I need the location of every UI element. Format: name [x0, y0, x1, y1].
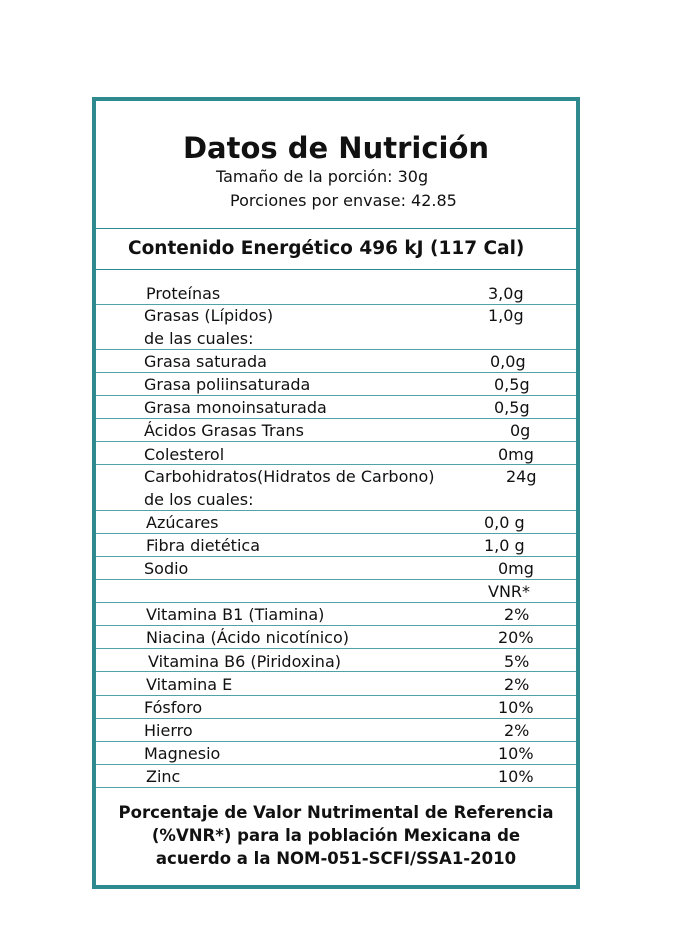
vitamin-value: 5% — [504, 652, 530, 671]
row-divider — [96, 625, 576, 626]
row-divider — [96, 418, 576, 419]
energy-content: Contenido Energético 496 kJ (117 Cal) — [128, 238, 525, 259]
nutrient-value: 1,0g — [488, 306, 524, 325]
vitamin-name: Magnesio — [144, 744, 221, 763]
vitamin-name: Fósforo — [144, 698, 203, 717]
vitamin-name: Zinc — [146, 767, 181, 786]
nutrition-label — [92, 97, 580, 889]
nutrient-subheading: de los cuales: — [144, 490, 254, 509]
label-title: Datos de Nutrición — [182, 131, 490, 165]
row-divider — [96, 787, 576, 788]
row-divider — [96, 556, 576, 557]
row-divider — [96, 395, 576, 396]
vnr-header: VNR* — [488, 582, 531, 601]
row-divider — [96, 510, 576, 511]
row-divider — [96, 349, 576, 350]
nutrient-value: 0g — [510, 421, 531, 440]
footnote-line: acuerdo a la NOM-051-SCFI/SSA1-2010 — [155, 849, 517, 868]
row-divider — [96, 648, 576, 649]
nutrient-value: 0mg — [498, 559, 534, 578]
servings-per-container: Porciones por envase: 42.85 — [230, 191, 457, 210]
nutrient-name: Grasas (Lípidos) — [144, 306, 274, 325]
nutrient-value: 0mg — [498, 445, 534, 464]
vnr-footnote — [96, 801, 576, 870]
vitamin-value: 10% — [498, 698, 534, 717]
vitamin-name: Vitamina B6 (Piridoxina) — [148, 652, 341, 671]
vitamin-name: Vitamina E — [146, 675, 233, 694]
nutrient-name: Grasa poliinsaturada — [144, 375, 311, 394]
nutrient-name: Sodio — [144, 559, 189, 578]
nutrient-value: 0,0g — [490, 352, 526, 371]
row-divider — [96, 441, 576, 442]
serving-size: Tamaño de la porción: 30g — [216, 167, 429, 186]
row-divider — [96, 533, 576, 534]
nutrient-name: Proteínas — [146, 284, 221, 303]
nutrient-value: 0,5g — [494, 398, 530, 417]
divider — [96, 269, 576, 270]
vitamin-name: Hierro — [144, 721, 193, 740]
nutrient-name: Ácidos Grasas Trans — [144, 421, 304, 440]
divider — [96, 228, 576, 229]
nutrient-value: 1,0 g — [484, 536, 525, 555]
vitamin-value: 2% — [504, 605, 530, 624]
row-divider — [96, 764, 576, 765]
vitamin-value: 10% — [498, 744, 534, 763]
nutrient-value: 3,0g — [488, 284, 524, 303]
row-divider — [96, 579, 576, 580]
nutrient-name: Colesterol — [144, 445, 225, 464]
vitamin-value: 10% — [498, 767, 534, 786]
vitamin-name: Niacina (Ácido nicotínico) — [146, 628, 349, 647]
nutrient-name: Azúcares — [146, 513, 219, 532]
nutrient-name: Grasa monoinsaturada — [144, 398, 327, 417]
nutrient-subheading: de las cuales: — [144, 329, 254, 348]
row-divider — [96, 741, 576, 742]
nutrient-value: 0,5g — [494, 375, 530, 394]
footnote-line: Porcentaje de Valor Nutrimental de Referencia — [118, 803, 554, 822]
footnote-line: (%VNR*) para la población Mexicana de — [151, 826, 521, 845]
nutrient-name: Carbohidratos(Hidratos de Carbono) — [144, 467, 435, 486]
nutrient-value: 24g — [506, 467, 537, 486]
row-divider — [96, 602, 576, 603]
nutrient-name: Fibra dietética — [146, 536, 260, 555]
row-divider — [96, 464, 576, 465]
row-divider — [96, 695, 576, 696]
nutrient-value: 0,0 g — [484, 513, 525, 532]
vitamin-value: 20% — [498, 628, 534, 647]
vitamin-name: Vitamina B1 (Tiamina) — [146, 605, 325, 624]
vitamin-value: 2% — [504, 675, 530, 694]
row-divider — [96, 718, 576, 719]
row-divider — [96, 671, 576, 672]
nutrient-name: Grasa saturada — [144, 352, 267, 371]
row-divider — [96, 372, 576, 373]
vitamin-value: 2% — [504, 721, 530, 740]
